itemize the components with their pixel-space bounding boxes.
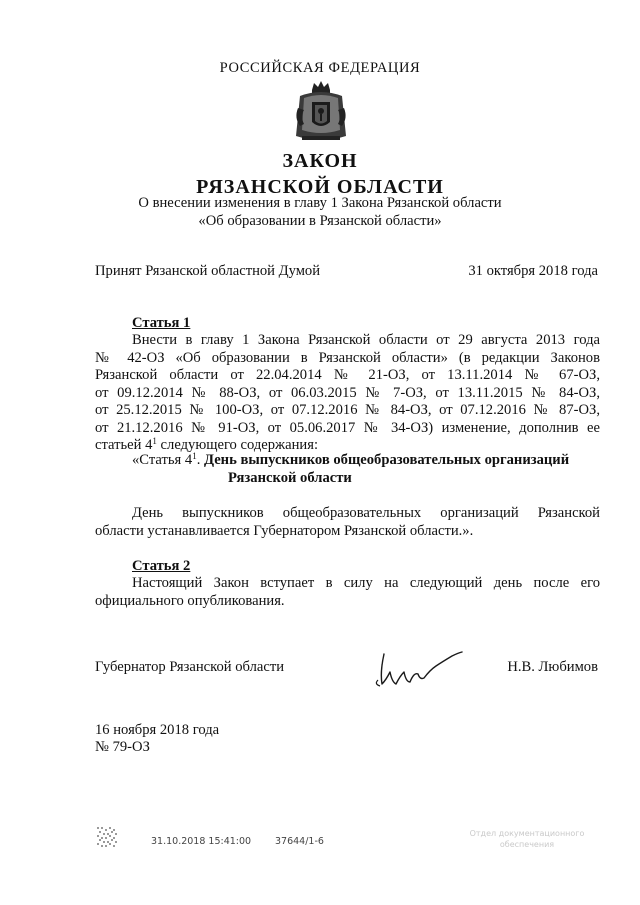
article-1-line: Внести в главу 1 Закона Рязанской области от 29 августа 2013 года	[132, 332, 600, 348]
new-article-line: День выпускников общеобразовательных организаций Рязанской	[132, 505, 600, 521]
stamp-line-2: обеспечения	[499, 840, 555, 849]
signature-icon	[370, 650, 466, 694]
article-1-last-before: статьей 4	[95, 437, 153, 453]
article-1-line: от 21.12.2016 № 91-ОЗ, от 05.06.2017 № 34-ОЗ) изменение, дополнив ее	[95, 419, 600, 436]
subtitle-line-2: «Об образовании в Рязанской области»	[198, 212, 442, 229]
article-2-line: официального опубликования.	[95, 592, 285, 609]
superscript: 1	[152, 436, 157, 446]
new-article-heading	[132, 452, 602, 470]
article-1-line: Рязанской области от 22.04.2014 № 21-ОЗ, от 13.11.2014 № 67-ОЗ,	[95, 367, 600, 383]
article-1-line: от 25.12.2015 № 100-ОЗ, от 07.12.2016 № 84-ОЗ, от 07.12.2016 № 87-ОЗ,	[95, 402, 600, 418]
country-name: РОССИЙСКАЯ ФЕДЕРАЦИЯ	[219, 60, 421, 76]
article-2-text	[95, 575, 600, 610]
article-1-text	[95, 332, 600, 455]
law-word: ЗАКОН	[282, 150, 358, 172]
law-subtitle	[0, 195, 640, 230]
article-1-line: от 09.12.2014 № 88-ОЗ, от 06.03.2015 № 7-ОЗ, от 13.11.2015 № 84-ОЗ,	[95, 384, 600, 401]
article-2-line: Настоящий Закон вступает в силу на следующий день после его	[132, 575, 600, 591]
signing-date: 16 ноября 2018 года	[95, 722, 220, 738]
coat-of-arms-icon	[292, 80, 350, 144]
superscript: 1	[192, 451, 197, 461]
registration-id: 37644/1-6	[275, 836, 324, 847]
accepted-date: 31 октября 2018 года	[468, 263, 598, 279]
registration-timestamp: 31.10.2018 15:41:00	[151, 836, 252, 847]
subtitle-line-1: О внесении изменения в главу 1 Закона Рязанской области	[138, 195, 502, 211]
law-title	[0, 148, 640, 200]
qr-code-mark	[96, 826, 118, 848]
handwritten-signature	[370, 650, 466, 694]
new-article-dot: .	[196, 452, 204, 468]
qr-code-icon	[96, 826, 118, 848]
governor-title: Губернатор Рязанской области	[95, 659, 285, 675]
coat-of-arms-emblem	[292, 80, 350, 144]
new-article-body	[95, 505, 600, 540]
article-1-line: № 42-ОЗ «Об образовании в Рязанской области» (в редакции Законов	[95, 349, 600, 366]
new-article-line: области устанавливается Губернатором Рязанской области.».	[95, 522, 474, 539]
office-stamp	[452, 828, 602, 850]
article-2-heading: Статья 2	[132, 558, 191, 574]
acceptance-line	[95, 263, 598, 281]
stamp-line-1: Отдел документационного	[469, 829, 585, 838]
governor-name: Н.В. Любимов	[507, 659, 598, 675]
article-1-heading: Статья 1	[132, 315, 191, 331]
new-article-title-1: День выпускников общеобразовательных организаций	[203, 452, 570, 468]
new-article-title-2: Рязанской области	[228, 470, 352, 486]
accepted-by: Принят Рязанской областной Думой	[95, 263, 321, 279]
new-article-label: «Статья 4	[132, 452, 193, 468]
article-1-last-after: следующего содержания:	[156, 437, 319, 453]
region-name: РЯЗАНСКОЙ ОБЛАСТИ	[196, 176, 444, 198]
law-number: № 79-ОЗ	[95, 739, 150, 755]
